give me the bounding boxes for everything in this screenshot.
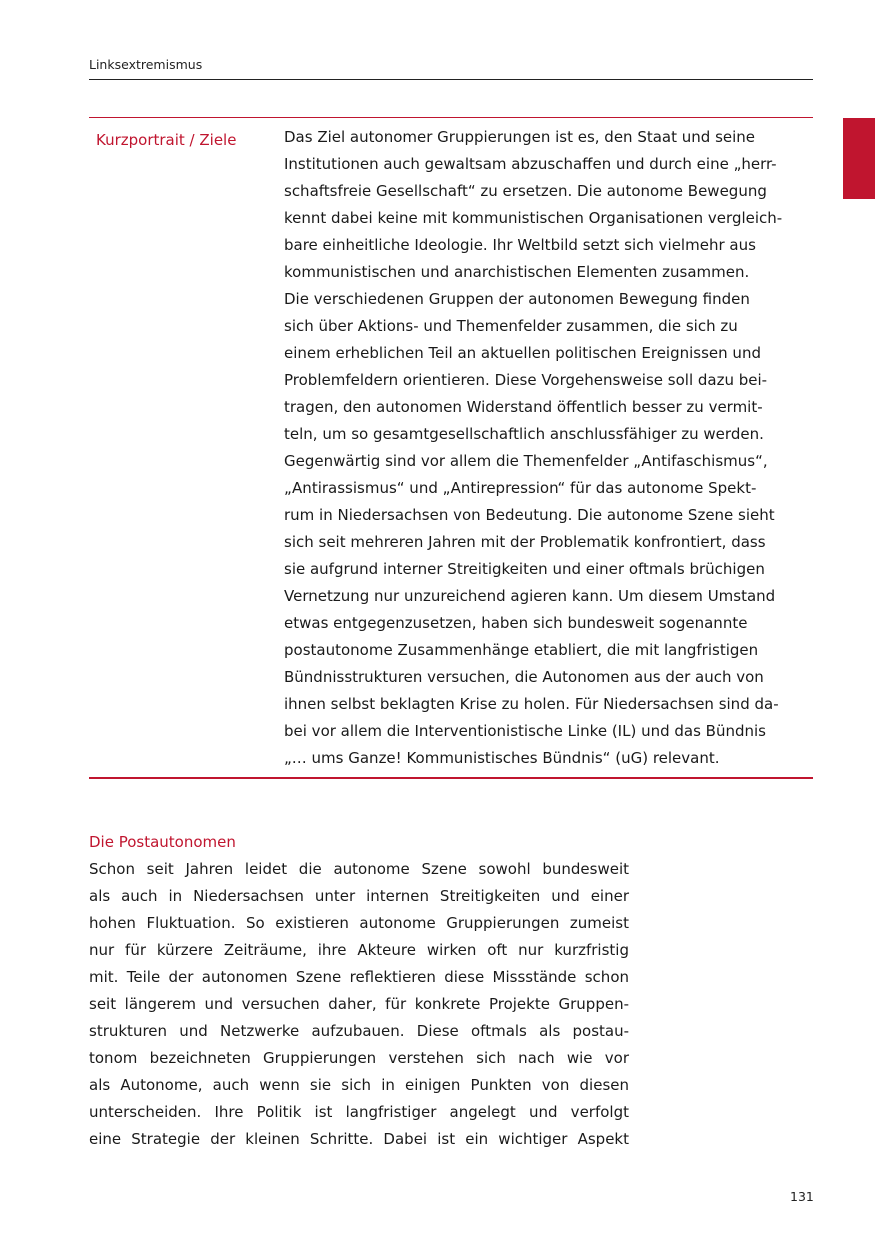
- header-rule: [89, 79, 813, 80]
- info-box-text: [284, 124, 824, 772]
- text-line: tragen, den autonomen Widerstand öffentlich besser zu vermit-: [284, 398, 763, 416]
- text-line: nur für kürzere Zeiträume, ihre Akteure wirken oft nur kurzfristig: [89, 941, 629, 959]
- info-box-bottom-rule: [89, 777, 813, 779]
- text-line: „… ums Ganze! Kommunistisches Bündnis“ (uG) relevant.: [284, 749, 720, 767]
- text-line: sich über Aktions- und Themenfelder zusammen, die sich zu: [284, 317, 738, 335]
- text-line: Institutionen auch gewaltsam abzuschaffen und durch eine „herr-: [284, 155, 777, 173]
- text-line: Die verschiedenen Gruppen der autonomen Bewegung finden: [284, 290, 750, 308]
- text-line: Bündnisstrukturen versuchen, die Autonomen aus der auch von: [284, 668, 764, 686]
- text-line: postautonome Zusammenhänge etabliert, die mit langfristigen: [284, 641, 759, 659]
- text-line: Vernetzung nur unzureichend agieren kann. Um diesem Umstand: [284, 587, 776, 605]
- text-line: als Autonome, auch wenn sie sich in einigen Punkten von diesen: [89, 1076, 629, 1094]
- section-body: [89, 856, 629, 1153]
- text-line: Schon seit Jahren leidet die autonome Szene sowohl bundesweit: [89, 860, 629, 878]
- text-line: kommunistischen und anarchistischen Elementen zusammen.: [284, 263, 750, 281]
- text-line: kennt dabei keine mit kommunistischen Organisationen vergleich-: [284, 209, 783, 227]
- text-line: rum in Niedersachsen von Bedeutung. Die autonome Szene sieht: [284, 506, 775, 524]
- text-line: sie aufgrund interner Streitigkeiten und einer oftmals brüchigen: [284, 560, 765, 578]
- text-line: Das Ziel autonomer Gruppierungen ist es, den Staat und seine: [284, 128, 756, 146]
- text-line: einem erheblichen Teil an aktuellen politischen Ereignissen und: [284, 344, 761, 362]
- text-line: als auch in Niedersachsen unter internen Streitigkeiten und einer: [89, 887, 629, 905]
- info-box-label: Kurzportrait / Ziele: [96, 131, 237, 149]
- text-line: ihnen selbst beklagten Krise zu holen. Für Niedersachsen sind da-: [284, 695, 779, 713]
- text-line: „Antirassismus“ und „Antirepression“ für das autonome Spekt-: [284, 479, 757, 497]
- page-number: 131: [790, 1189, 814, 1204]
- text-line: tonom bezeichneten Gruppierungen verstehen sich nach wie vor: [89, 1049, 629, 1067]
- text-line: Gegenwärtig sind vor allem die Themenfelder „Antifaschismus“,: [284, 452, 768, 470]
- text-line: mit. Teile der autonomen Szene reflektieren diese Missstände schon: [89, 968, 629, 986]
- text-line: hohen Fluktuation. So existieren autonome Gruppierungen zumeist: [89, 914, 629, 932]
- text-line: seit längerem und versuchen daher, für konkrete Projekte Gruppen-: [89, 995, 629, 1013]
- section-heading: Die Postautonomen: [89, 833, 236, 851]
- text-line: teln, um so gesamtgesellschaftlich anschlussfähiger zu werden.: [284, 425, 764, 443]
- text-line: sich seit mehreren Jahren mit der Problematik konfrontiert, dass: [284, 533, 766, 551]
- running-header: Linksextremismus: [89, 57, 203, 72]
- text-line: bare einheitliche Ideologie. Ihr Weltbild setzt sich vielmehr aus: [284, 236, 756, 254]
- text-line: etwas entgegenzusetzen, haben sich bundesweit sogenannte: [284, 614, 748, 632]
- text-line: schaftsfreie Gesellschaft“ zu ersetzen. Die autonome Bewegung: [284, 182, 767, 200]
- text-line: Problemfeldern orientieren. Diese Vorgehensweise soll dazu bei-: [284, 371, 768, 389]
- text-line: bei vor allem die Interventionistische Linke (IL) und das Bündnis: [284, 722, 766, 740]
- chapter-side-tab: [843, 118, 875, 199]
- text-line: eine Strategie der kleinen Schritte. Dabei ist ein wichtiger Aspekt: [89, 1130, 629, 1148]
- info-box-top-rule: [89, 117, 813, 118]
- text-line: unterscheiden. Ihre Politik ist langfristiger angelegt und verfolgt: [89, 1103, 629, 1121]
- text-line: strukturen und Netzwerke aufzubauen. Diese oftmals als postau-: [89, 1022, 629, 1040]
